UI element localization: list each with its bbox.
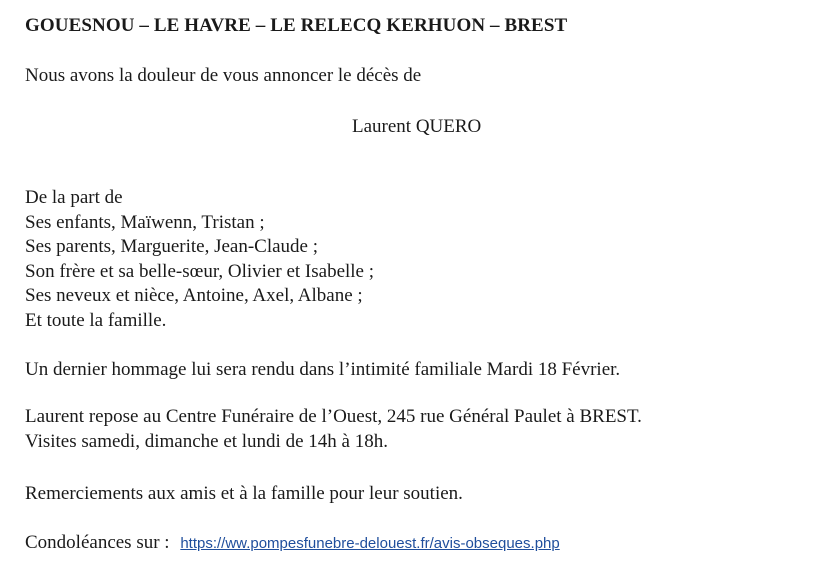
announcement-intro: Nous avons la douleur de vous annoncer le décès de [25,65,422,86]
family-line-siblings: Son frère et sa belle-sœur, Olivier et Isabelle ; [25,260,375,282]
family-line-children: Ses enfants, Maïwenn, Tristan ; [25,211,265,233]
family-line-all: Et toute la famille. [25,309,167,331]
family-line-nephews: Ses neveux et nièce, Antoine, Axel, Albane ; [25,285,363,307]
visiting-hours-text: Visites samedi, dimanche et lundi de 14h à 18h. [25,431,388,452]
thanks-text: Remerciements aux amis et à la famille pour leur soutien. [25,483,463,504]
condolences-line [25,531,560,556]
family-list [25,186,374,334]
condolences-label: Condoléances sur : [25,532,170,553]
condolences-link[interactable]: https://ww.pompesfunebre-delouest.fr/avis-obseques.php [180,535,560,552]
deceased-name: Laurent QUERO [352,116,482,137]
rest-location-text: Laurent repose au Centre Funéraire de l’Ouest, 245 rue Général Paulet à BREST. [25,406,642,427]
family-line-parents: Ses parents, Marguerite, Jean-Claude ; [25,236,319,258]
family-heading: De la part de [25,187,123,208]
locations-header: GOUESNOU – LE HAVRE – LE RELECQ KERHUON – BREST [25,15,568,36]
tribute-text: Un dernier hommage lui sera rendu dans l’intimité familiale Mardi 18 Février. [25,359,621,380]
